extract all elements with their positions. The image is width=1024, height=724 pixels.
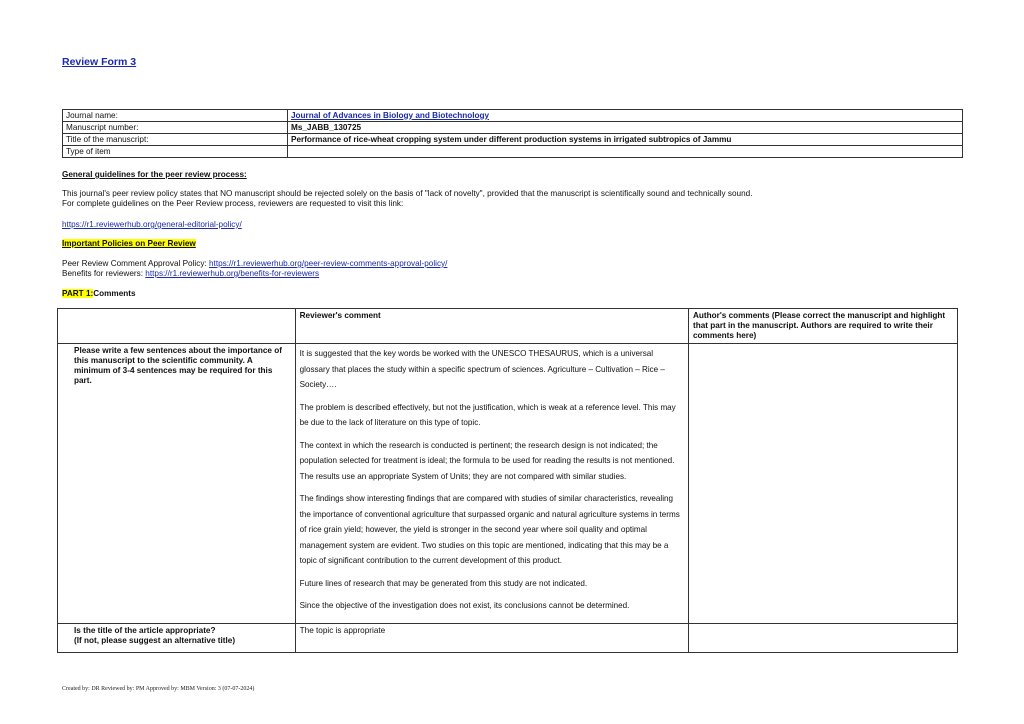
- comments-header-row: [58, 309, 958, 344]
- guidelines-link[interactable]: https://r1.reviewerhub.org/general-editorial-policy/: [62, 220, 242, 229]
- part1-label-rest: Comments: [93, 289, 136, 298]
- info-row-title: [63, 134, 963, 146]
- form-title[interactable]: Review Form 3: [62, 56, 137, 68]
- journal-link[interactable]: Journal of Advances in Biology and Biotechnology: [291, 111, 490, 120]
- approval-policy-label: Peer Review Comment Approval Policy:: [62, 259, 209, 268]
- info-label: Title of the manuscript:: [63, 134, 288, 146]
- question-title: Is the title of the article appropriate? (If not, please suggest an alternative title): [58, 623, 296, 652]
- header-author-comment: Author's comments (Please correct the manuscript and highlight that part in the manuscript. Authors are required to write their comments here): [688, 309, 957, 344]
- answer-paragraph: It is suggested that the key words be worked with the UNESCO THESAURUS, which is a universal glossary that places the study within a specific spectrum of sciences. Agriculture – Cultivation – Rice – Society….: [299, 349, 665, 389]
- manuscript-info-table: [62, 109, 963, 158]
- benefits-link[interactable]: https://r1.reviewerhub.org/benefits-for-reviewers: [145, 269, 320, 278]
- approval-policy-line: [62, 259, 447, 269]
- question-importance: Please write a few sentences about the importance of this manuscript to the scientific community. A minimum of 3-4 sentences may be required for this part.: [58, 344, 296, 624]
- guidelines-text-1: This journal's peer review policy states that NO manuscript should be rejected solely on the basis of "lack of novelty", provided that the manuscript is scientifically sound and technically sound.: [62, 189, 753, 198]
- comment-row-title: [58, 623, 958, 652]
- info-label: Type of item: [63, 146, 288, 158]
- comments-table: [57, 308, 958, 653]
- answer-paragraph: The context in which the research is conducted is pertinent; the research design is not indicated; the population selected for treatment is ideal; the formula to be used for reading the results is not mentioned. The results use an appropriate System of Units; they are not compared with similar studies.: [299, 440, 675, 481]
- info-value: [288, 110, 963, 122]
- reviewer-answer-title: The topic is appropriate: [295, 623, 688, 652]
- info-label: Journal name:: [63, 110, 288, 122]
- reviewer-answer-importance: [295, 344, 688, 624]
- header-reviewer-comment: Reviewer's comment: [295, 309, 688, 344]
- comment-row-importance: [58, 344, 958, 624]
- guidelines-heading: General guidelines for the peer review process:: [62, 170, 247, 179]
- answer-paragraph: The findings show interesting findings that are compared with studies of similar characteristics, revealing the importance of conventional agriculture that surpassed organic and natural agriculture systems in terms of rice grain yield; however, the yield is stronger in the second year where soil quality and optimal management system are evident. Two studies on this topic are mentioned, indicating that this may be a topic of significant contribution to the current development of this product.: [299, 494, 680, 565]
- guidelines-text-2: For complete guidelines on the Peer Review process, reviewers are requested to visit this link:: [62, 199, 404, 208]
- info-row-manuscript-number: [63, 122, 963, 134]
- info-row-type: [63, 146, 963, 158]
- author-answer-title[interactable]: [688, 623, 957, 652]
- part1-label: PART 1:: [62, 289, 94, 298]
- benefits-line: [62, 269, 319, 279]
- approval-policy-link[interactable]: https://r1.reviewerhub.org/peer-review-comments-approval-policy/: [208, 259, 448, 268]
- answer-paragraph: Future lines of research that may be generated from this study are not indicated.: [299, 578, 588, 588]
- answer-paragraph: Since the objective of the investigation does not exist, its conclusions cannot be determined.: [299, 601, 630, 610]
- info-value: [288, 146, 963, 158]
- answer-paragraph: The problem is described effectively, but not the justification, which is weak at a reference level. This may be due to the lack of literature on this type of topic.: [299, 402, 676, 427]
- header-empty-cell: [58, 309, 296, 344]
- part1-heading: [62, 289, 136, 299]
- info-value: Performance of rice-wheat cropping system under different production systems in irrigated subtropics of Jammu: [288, 134, 963, 146]
- footer-text: Created by: DR Reviewed by: PM Approved by: MBM Version: 3 (07-07-2024): [62, 686, 255, 692]
- benefits-label: Benefits for reviewers:: [62, 269, 146, 278]
- policies-heading: Important Policies on Peer Review: [62, 239, 196, 248]
- info-row-journal: [63, 110, 963, 122]
- author-answer-importance[interactable]: [688, 344, 957, 624]
- info-value: Ms_JABB_130725: [288, 122, 963, 134]
- info-label: Manuscript number:: [63, 122, 288, 134]
